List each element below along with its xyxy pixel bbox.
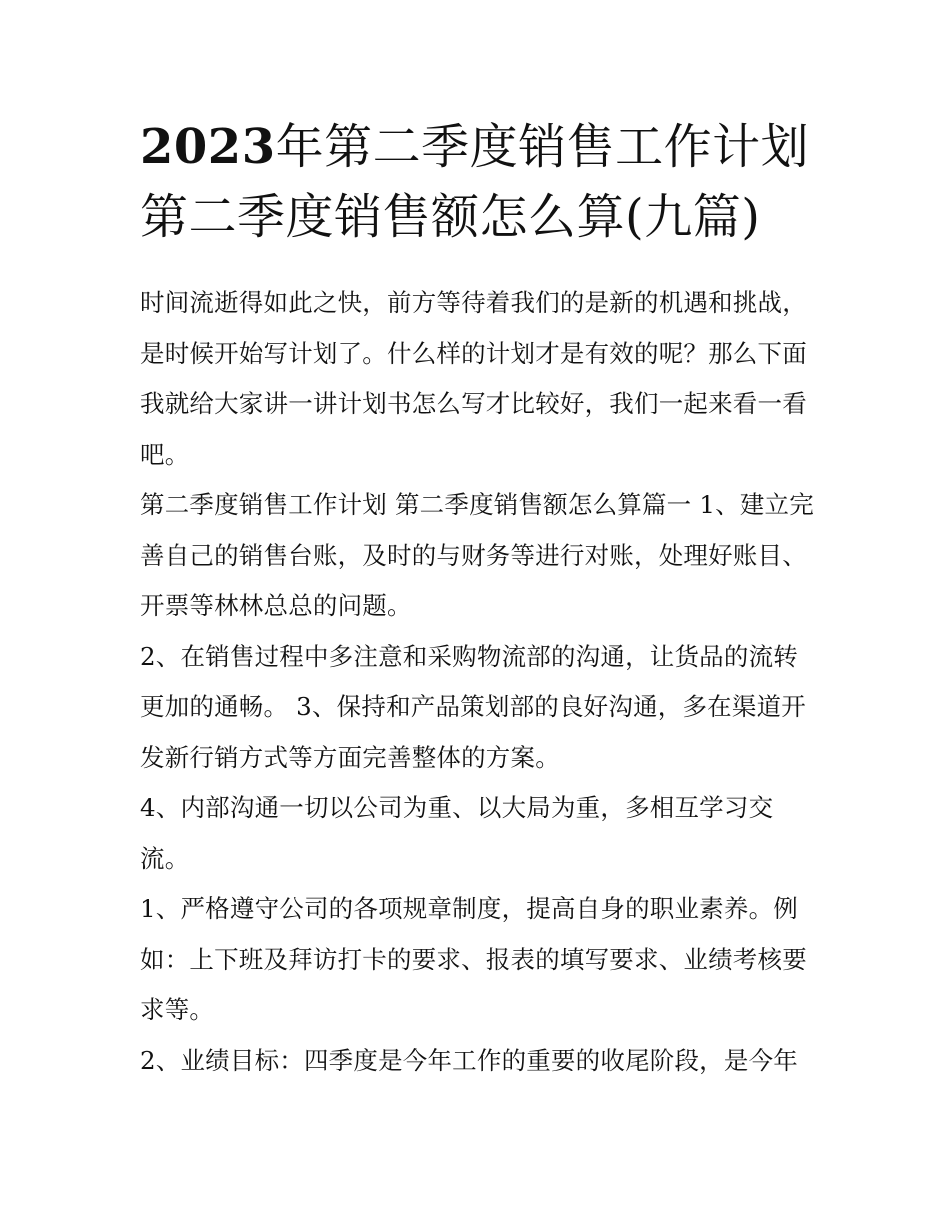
title-text: 年第二季度销售工作计划第二季度销售额怎么算(九篇): [140, 119, 810, 245]
paragraph-item-4: 4、内部沟通一切以公司为重、以大局为重，多相互学习交流。: [140, 793, 774, 873]
document-page: [140, 112, 820, 1086]
title-year: 2023: [140, 119, 276, 175]
paragraph-rule-2: 2、业绩目标：四季度是今年工作的重要的收尾阶段，是今年: [140, 1045, 798, 1075]
document-title: [140, 112, 820, 252]
paragraph-rule-1: 1、严格遵守公司的各项规章制度，提高自身的职业素养。例如：上下班及拜访打卡的要求、报表的填写要求、业绩考核要求等。: [140, 894, 807, 1024]
paragraph-section-one: 第二季度销售工作计划 第二季度销售额怎么算篇一 1、建立完善自己的销售台账，及时的与财务等进行对账，处理好账目、开票等林林总总的问题。: [140, 490, 814, 620]
document-body: [140, 278, 820, 1086]
paragraph-item-2-3: 2、在销售过程中多注意和采购物流部的沟通，让货品的流转更加的通畅。 3、保持和产品策划部的良好沟通，多在渠道开发新行销方式等方面完善整体的方案。: [140, 641, 806, 772]
paragraph-intro: 时间流逝得如此之快，前方等待着我们的是新的机遇和挑战，是时候开始写计划了。什么样的计划才是有效的呢？那么下面我就给大家讲一讲计划书怎么写才比较好，我们一起来看一看吧。: [140, 288, 807, 469]
